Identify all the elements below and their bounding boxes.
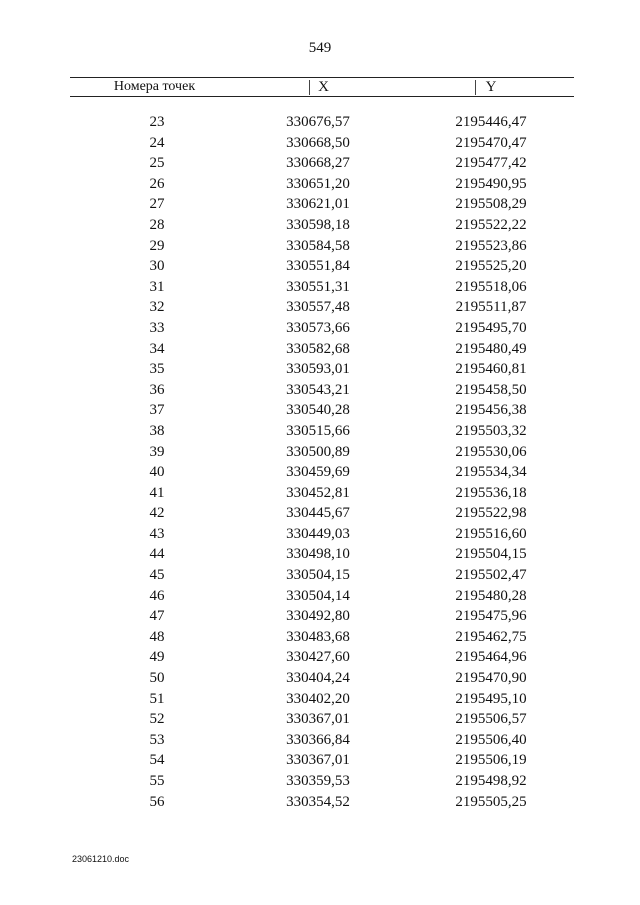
table-row (0, 297, 640, 318)
point-number-cell: 53 (149, 731, 165, 748)
x-coordinate-cell: 330449,03 (286, 525, 350, 542)
x-coordinate-cell: 330668,50 (286, 134, 350, 151)
point-number-cell: 35 (149, 361, 165, 378)
x-coordinate-cell: 330598,18 (286, 216, 350, 233)
y-coordinate-cell: 2195462,75 (455, 628, 527, 645)
table-row (0, 792, 640, 813)
point-number-cell: 39 (149, 443, 165, 460)
x-coordinate-cell: 330459,69 (286, 464, 350, 481)
y-coordinate-cell: 2195475,96 (455, 608, 527, 625)
y-coordinate-cell: 2195446,47 (455, 114, 527, 130)
table-row (0, 442, 640, 463)
point-number-cell: 56 (149, 793, 165, 810)
y-coordinate-cell: 2195470,90 (455, 670, 527, 687)
x-coordinate-cell: 330593,01 (286, 361, 350, 378)
y-coordinate-cell: 2195525,20 (455, 258, 527, 275)
table-row (0, 565, 640, 586)
point-number-cell: 36 (149, 381, 165, 398)
x-coordinate-cell: 330504,15 (286, 567, 350, 584)
table-row (0, 194, 640, 215)
x-coordinate-cell: 330515,66 (286, 422, 350, 439)
y-coordinate-cell: 2195506,57 (455, 711, 527, 728)
x-coordinate-cell: 330366,84 (286, 731, 350, 748)
y-coordinate-cell: 2195511,87 (455, 299, 527, 316)
table-body (0, 112, 640, 812)
page-number: 549 (308, 40, 332, 56)
y-coordinate-cell: 2195522,22 (455, 216, 527, 233)
table-row (0, 462, 640, 483)
point-number-cell: 51 (149, 690, 165, 707)
x-coordinate-cell: 330359,53 (286, 773, 350, 789)
header-point-numbers: Номера точек (113, 79, 196, 94)
table-row (0, 627, 640, 648)
table-row (0, 709, 640, 730)
table-row (0, 524, 640, 545)
y-coordinate-cell: 2195506,40 (455, 731, 527, 748)
x-coordinate-cell: 330557,48 (286, 299, 350, 316)
point-number-cell: 28 (149, 216, 165, 233)
x-coordinate-cell: 330354,52 (286, 793, 350, 810)
table-row (0, 730, 640, 751)
table-row (0, 400, 640, 421)
y-coordinate-cell: 2195506,19 (455, 752, 527, 769)
y-coordinate-cell: 2195534,34 (455, 464, 527, 481)
y-coordinate-cell: 2195458,50 (455, 381, 527, 398)
point-number-cell: 48 (149, 628, 165, 645)
x-coordinate-cell: 330427,60 (286, 649, 350, 666)
x-coordinate-cell: 330367,01 (286, 711, 350, 728)
x-coordinate-cell: 330367,01 (286, 752, 350, 769)
y-coordinate-cell: 2195518,06 (455, 278, 527, 295)
x-coordinate-cell: 330651,20 (286, 175, 350, 192)
header-y: Y (485, 79, 497, 95)
header-x: X (318, 79, 329, 95)
point-number-cell: 32 (149, 299, 165, 316)
x-coordinate-cell: 330543,21 (286, 381, 350, 398)
table-row (0, 153, 640, 174)
footer-filename: 23061210.doc (72, 854, 130, 864)
y-coordinate-cell: 2195480,28 (455, 587, 527, 604)
y-coordinate-cell: 2195456,38 (455, 402, 527, 419)
point-number-cell: 46 (149, 587, 165, 604)
table-row (0, 647, 640, 668)
x-coordinate-cell: 330500,89 (286, 443, 350, 460)
point-number-cell: 40 (149, 464, 165, 481)
point-number-cell: 38 (149, 422, 165, 439)
point-number-cell: 44 (149, 546, 165, 563)
y-coordinate-cell: 2195505,25 (455, 793, 527, 810)
point-number-cell: 34 (149, 340, 165, 357)
x-coordinate-cell: 330445,67 (286, 505, 350, 522)
table-row (0, 215, 640, 236)
table-row (0, 544, 640, 565)
x-coordinate-cell: 330492,80 (286, 608, 350, 625)
table-row (0, 256, 640, 277)
x-coordinate-cell: 330573,66 (286, 319, 350, 336)
point-number-cell: 42 (149, 505, 165, 522)
x-coordinate-cell: 330582,68 (286, 340, 350, 357)
y-coordinate-cell: 2195460,81 (455, 361, 527, 378)
table-header (70, 77, 574, 97)
x-coordinate-cell: 330498,10 (286, 546, 350, 563)
y-coordinate-cell: 2195495,70 (455, 319, 527, 336)
x-coordinate-cell: 330551,84 (286, 258, 350, 275)
x-coordinate-cell: 330504,14 (286, 587, 350, 604)
table-row (0, 133, 640, 154)
y-coordinate-cell: 2195502,47 (455, 567, 527, 584)
y-coordinate-cell: 2195477,42 (455, 155, 527, 172)
table-row (0, 483, 640, 504)
y-coordinate-cell: 2195504,15 (455, 546, 527, 563)
point-number-cell: 27 (149, 196, 165, 213)
y-coordinate-cell: 2195516,60 (455, 525, 527, 542)
table-row (0, 771, 640, 792)
point-number-cell: 54 (149, 752, 165, 769)
table-row (0, 503, 640, 524)
point-number-cell: 55 (149, 773, 165, 789)
table-row (0, 421, 640, 442)
point-number-cell: 24 (149, 134, 165, 151)
point-number-cell: 26 (149, 175, 165, 192)
point-number-cell: 47 (149, 608, 165, 625)
table-row (0, 380, 640, 401)
table-row (0, 277, 640, 298)
point-number-cell: 43 (149, 525, 165, 542)
y-coordinate-cell: 2195523,86 (455, 237, 527, 254)
point-number-cell: 52 (149, 711, 165, 728)
table-row (0, 174, 640, 195)
table-row (0, 112, 640, 133)
point-number-cell: 29 (149, 237, 165, 254)
y-coordinate-cell: 2195522,98 (455, 505, 527, 522)
table-row (0, 606, 640, 627)
point-number-cell: 31 (149, 278, 165, 295)
point-number-cell: 33 (149, 319, 165, 336)
table-row (0, 339, 640, 360)
x-coordinate-cell: 330452,81 (286, 484, 350, 501)
point-number-cell: 23 (149, 114, 165, 130)
point-number-cell: 25 (149, 155, 165, 172)
table-row (0, 668, 640, 689)
table-row (0, 236, 640, 257)
point-number-cell: 49 (149, 649, 165, 666)
point-number-cell: 30 (149, 258, 165, 275)
table-row (0, 359, 640, 380)
y-coordinate-cell: 2195464,96 (455, 649, 527, 666)
y-coordinate-cell: 2195530,06 (455, 443, 527, 460)
x-coordinate-cell: 330668,27 (286, 155, 350, 172)
y-coordinate-cell: 2195536,18 (455, 484, 527, 501)
point-number-cell: 45 (149, 567, 165, 584)
x-coordinate-cell: 330540,28 (286, 402, 350, 419)
x-coordinate-cell: 330402,20 (286, 690, 350, 707)
x-coordinate-cell: 330551,31 (286, 278, 350, 295)
x-coordinate-cell: 330483,68 (286, 628, 350, 645)
y-coordinate-cell: 2195503,32 (455, 422, 527, 439)
table-row (0, 750, 640, 771)
table-row (0, 318, 640, 339)
x-coordinate-cell: 330621,01 (286, 196, 350, 213)
y-coordinate-cell: 2195470,47 (455, 134, 527, 151)
point-number-cell: 37 (149, 402, 165, 419)
point-number-cell: 50 (149, 670, 165, 687)
x-coordinate-cell: 330676,57 (286, 114, 350, 130)
x-coordinate-cell: 330584,58 (286, 237, 350, 254)
y-coordinate-cell: 2195508,29 (455, 196, 527, 213)
point-number-cell: 41 (149, 484, 165, 501)
x-coordinate-cell: 330404,24 (286, 670, 350, 687)
y-coordinate-cell: 2195495,10 (455, 690, 527, 707)
y-coordinate-cell: 2195498,92 (455, 773, 527, 789)
y-coordinate-cell: 2195490,95 (455, 175, 527, 192)
table-row (0, 689, 640, 710)
y-coordinate-cell: 2195480,49 (455, 340, 527, 357)
table-row (0, 586, 640, 607)
